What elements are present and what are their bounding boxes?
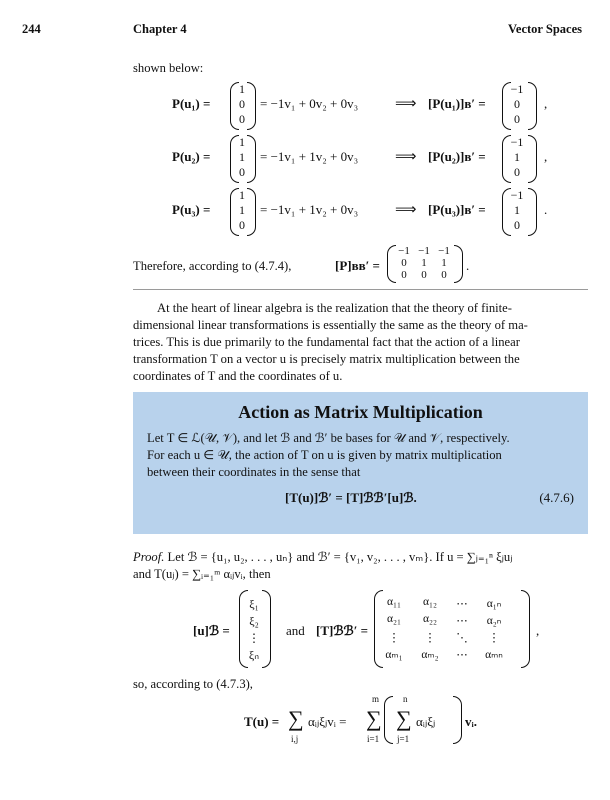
paragraph-line: At the heart of linear algebra is the realization that the theory of finite- <box>157 301 512 315</box>
final-term: αᵢⱼξⱼvᵢ = <box>308 714 347 729</box>
matrix-entry: ⋯ <box>456 649 468 661</box>
paragraph-line: coordinates of T and the coordinates of u. <box>133 369 343 383</box>
vec-entry: 0 <box>239 112 245 126</box>
eq3-lhs: P(u₃) = <box>172 202 211 217</box>
sum-subscript: i,j <box>291 734 299 744</box>
theorem-body <box>147 430 577 481</box>
vec-entry: 0 <box>239 165 245 179</box>
vec-entry: 1 <box>514 203 520 217</box>
eq1-combination: = −1v₁ + 0v₂ + 0v₃ <box>260 96 359 111</box>
theorem-line: For each u ∈ 𝒰, the action of T on u is given by matrix multiplication <box>147 448 502 462</box>
final-equation <box>0 694 610 750</box>
matrix-entry: α₁₂ <box>422 596 438 608</box>
matrix-entry: αₘ₁ <box>385 649 403 661</box>
eq3-result-vector <box>504 188 530 233</box>
matrix-entry: 1 <box>421 257 427 269</box>
matrix-entry: α₂ₙ <box>486 615 502 627</box>
proof-text: Let ℬ = {u₁, u₂, . . . , uₙ} and ℬ′ = {v₁, v₂, . . . , vₘ}. If u = ∑ⱼ₌₁ⁿ ξⱼuⱼ <box>167 550 513 564</box>
vec-entry: 1 <box>239 188 245 202</box>
final-lhs: T(u) = <box>244 714 280 729</box>
equation-row-3 <box>0 188 610 234</box>
p-matrix <box>390 245 456 281</box>
matrix-entry: 0 <box>401 269 407 281</box>
p-matrix-label: [P]ʙʙ′ = <box>335 258 380 273</box>
paren-right <box>521 590 530 668</box>
vec-entry: 1 <box>514 150 520 164</box>
paragraph-line: dimensional linear transformations is essentially the same as the theory of ma- <box>133 318 528 332</box>
matrix-entry: 0 <box>401 257 407 269</box>
matrix-entry: ⋱ <box>456 632 468 644</box>
u-coord-label: [u]ℬ = <box>193 623 230 638</box>
body-paragraph <box>133 300 588 385</box>
paragraph-line: transformation T on a vector u is precisely matrix multiplication between the <box>133 352 520 366</box>
matrix-entry: αₘₙ <box>485 649 503 661</box>
paren-right <box>528 82 537 130</box>
matrix-entry: −1 <box>438 245 450 257</box>
paren-right <box>454 245 463 283</box>
matrix-comma: , <box>536 623 540 638</box>
section-divider <box>133 289 588 290</box>
vec-entry: ξ₂ <box>249 614 259 628</box>
matrix-entry: α₁ₙ <box>486 598 502 610</box>
sum-superscript: m <box>372 694 380 704</box>
chapter-label: Chapter 4 <box>133 22 187 36</box>
vec-entry: 0 <box>514 112 520 126</box>
vec-entry: 0 <box>514 165 520 179</box>
vec-entry: 0 <box>514 97 520 111</box>
matrix-entry: ⋮ <box>424 632 436 644</box>
vec-entry: 1 <box>239 203 245 217</box>
eq1-coordinate-label: [P(u₁)]ʙ′ = <box>428 96 486 111</box>
eq2-coordinate-label: [P(u₂)]ʙ′ = <box>428 149 486 164</box>
therefore-period: . <box>466 258 470 273</box>
paragraph-line: trices. This is due primarily to the fundamental fact that the action of a linear <box>133 335 520 349</box>
eq2-combination: = −1v₁ + 1v₂ + 0v₃ <box>260 149 359 164</box>
t-matrix-label: [T]ℬℬ′ = <box>316 623 369 638</box>
eq3-combination: = −1v₁ + 1v₂ + 0v₃ <box>260 202 359 217</box>
final-tail: vᵢ. <box>465 714 478 729</box>
and-word: and <box>286 623 305 638</box>
matrix-entry: −1 <box>418 245 430 257</box>
vec-entry: 1 <box>239 82 245 96</box>
paren-right <box>247 135 256 183</box>
implies-arrow: ⟹ <box>395 149 417 165</box>
matrix-entry: α₂₁ <box>386 613 402 625</box>
matrix-entry: −1 <box>398 245 410 257</box>
vec-entry: 0 <box>514 218 520 232</box>
sum-symbol: ∑ <box>288 706 304 731</box>
proof-line-1 <box>133 549 593 566</box>
therefore-text: Therefore, according to (4.7.4), <box>133 259 292 273</box>
eq3-coordinate-label: [P(u₃)]ʙ′ = <box>428 202 486 217</box>
vec-entry: −1 <box>510 188 524 202</box>
eq2-punct: , <box>544 149 548 164</box>
sum-symbol: ∑ <box>396 706 412 731</box>
implies-arrow: ⟹ <box>395 96 417 112</box>
equation-row-1 <box>0 82 610 128</box>
theorem-equation: [T(u)]ℬ′ = [T]ℬℬ′[u]ℬ. <box>285 490 417 505</box>
matrix-entry: 0 <box>421 269 427 281</box>
vec-entry: ξₙ <box>248 648 260 662</box>
vec-entry: 0 <box>239 97 245 111</box>
equation-row-2 <box>0 135 610 181</box>
sum-subscript: i=1 <box>367 734 380 744</box>
paren-left <box>384 696 393 744</box>
page-number: 244 <box>22 22 41 36</box>
matrix-entry: ⋯ <box>456 598 468 610</box>
sum-symbol: ∑ <box>366 706 382 731</box>
paren-right <box>247 82 256 130</box>
theorem-box <box>133 392 588 534</box>
matrix-entry: 1 <box>441 257 447 269</box>
vec-entry: −1 <box>510 135 524 149</box>
eq2-result-vector <box>504 135 530 180</box>
sum-subscript: j=1 <box>397 734 410 744</box>
section-title: Vector Spaces <box>508 22 582 36</box>
vec-entry: 0 <box>239 218 245 232</box>
eq1-result-vector <box>504 82 530 127</box>
eq3-punct: . <box>544 202 548 217</box>
intro-text: shown below: <box>133 61 204 75</box>
matrix-entry: 0 <box>441 269 447 281</box>
matrix-entry: α₂₂ <box>422 613 438 625</box>
vec-entry: −1 <box>510 82 524 96</box>
proof-line-2: and T(uⱼ) = ∑ᵢ₌₁ᵐ αᵢⱼvᵢ, then <box>133 567 271 581</box>
vec-entry: ⋮ <box>248 631 260 645</box>
equation-number: (4.7.6) <box>539 490 574 505</box>
t-coordinate-matrix <box>380 596 520 666</box>
paren-right <box>247 188 256 236</box>
matrix-entry: ⋯ <box>456 615 468 627</box>
proof-label: Proof. <box>133 550 165 564</box>
paren-right <box>453 696 462 744</box>
paren-right <box>528 135 537 183</box>
paren-right <box>262 590 271 668</box>
sum-superscript: n <box>403 694 408 704</box>
matrix-entry: α₁₁ <box>386 596 402 608</box>
matrix-entry: αₘ₂ <box>421 649 439 661</box>
vec-entry: 1 <box>239 135 245 149</box>
theorem-title: Action as Matrix Multiplication <box>238 402 483 422</box>
vec-entry: ξ₁ <box>249 597 259 611</box>
theorem-line: Let T ∈ ℒ(𝒰, 𝒱), and let ℬ and ℬ′ be bases for 𝒰 and 𝒱, respectively. <box>147 431 510 445</box>
inner-term: αᵢⱼξⱼ <box>416 714 436 729</box>
matrix-entry: ⋮ <box>488 632 500 644</box>
theorem-line: between their coordinates in the sense that <box>147 465 361 479</box>
matrix-entry: ⋮ <box>388 632 400 644</box>
eq1-lhs: P(u₁) = <box>172 96 211 111</box>
paren-right <box>528 188 537 236</box>
implies-arrow: ⟹ <box>395 202 417 218</box>
eq2-lhs: P(u₂) = <box>172 149 211 164</box>
eq1-punct: , <box>544 96 548 111</box>
so-line: so, according to (4.7.3), <box>133 677 253 691</box>
vec-entry: 1 <box>239 150 245 164</box>
